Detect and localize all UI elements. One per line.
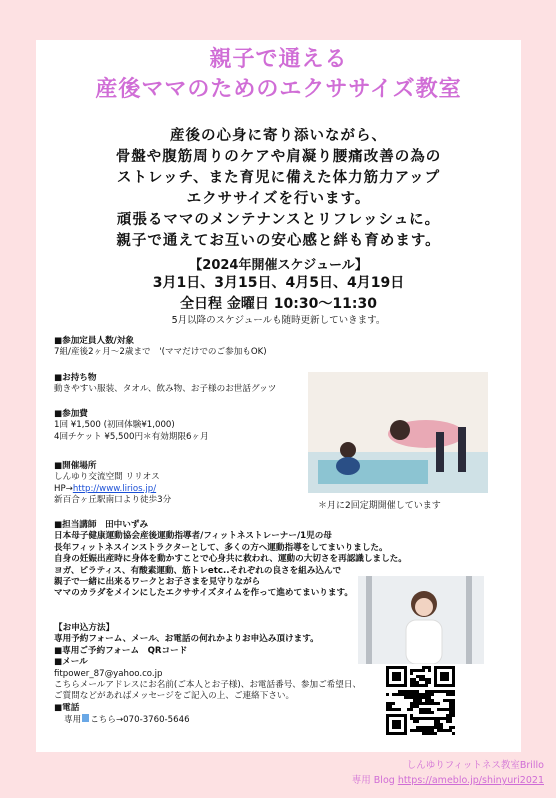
intro-text: 産後の心身に寄り添いながら、 骨盤や腹筋周りのケアや肩凝り腰痛改善の為の ストレッチ、また育児に備えた体力筋力アップ エクササイズを行います。 頑張るママのメンテナンスとリフレッシュに。 親子で通えてお互いの安心感と絆も育めます。 <box>115 128 442 249</box>
photo-caption: ＊月に2回定期開催しています <box>318 501 441 511</box>
venue-section: ■開催場所 しんゆり交流空間 リリオス HP→http://www.lirios.jp/ 新百合ヶ丘駅南口より徒歩3分 <box>54 461 172 506</box>
qr-code[interactable] <box>386 666 455 735</box>
blog-link[interactable]: https://ameblo.jp/shinyuri2021 <box>397 775 544 786</box>
email-address[interactable]: fitpower_87@yahoo.co.jp <box>54 668 163 679</box>
instructor-photo <box>358 576 484 664</box>
schedule-note: 5月以降のスケジュールも随時更新していきます。 <box>171 315 386 326</box>
venue-link[interactable]: http://www.lirios.jp/ <box>72 483 157 494</box>
footer-blog: 専用 Blog https://ameblo.jp/shinyuri2021 <box>351 775 544 786</box>
class-photo <box>308 372 488 493</box>
apply-section: 【お申込方法】 専用予約フォーム、メール、お電話の何れかよりお申込み頂けます。 ■専用ご予約フォーム QRコード ■メール fitpower_87@yahoo.co.jp こちらメールアドレスにお名前(ご本人とお子様)、お電話番号、参加ご希望日、 ご質問などがあればメッセージをご記入の上、ご連絡下さい。 ■電話 専用 こちら→070-3760-5646 <box>54 623 362 726</box>
footer-name: しんゆりフィットネス教室Brillo <box>406 760 544 771</box>
title-line-1: 親子で通える <box>209 47 348 72</box>
capacity-section: ■参加定員人数/対象 7組/産後2ヶ月〜2歳まで '(ママだけでのご参加もOK) <box>54 336 267 358</box>
title-line-2: 産後ママのためのエクササイズ教室 <box>95 77 462 102</box>
schedule-time: 全日程 金曜日 10:30〜11:30 <box>180 296 377 312</box>
phone-icon <box>82 714 89 722</box>
phone-number[interactable]: こちら→070-3760-5646 <box>90 715 190 726</box>
instructor-section: ■担当講師 田中いずみ 日本母子健康運動協会産後運動指導者/フィットネストレーナー/1児の母 長年フィットネスインストラクターとして、多くの方へ運動指導をしてまいりました。 自身の妊娠出産時に身体を動かすことで心身共に救われ、運動の大切さを再認識しました。 ヨガ、ピラティス、有酸素運動、筋トレetc..それぞれの良さを組み込んで 親子で一緒に出来るワークとお子さまを見守りながら ママのカラダをメインにしたエクササイズタイムを作って進めてまいります。 <box>54 520 407 599</box>
schedule-heading: 【2024年開催スケジュール】 <box>189 258 368 273</box>
schedule-dates: 3月1日、3月15日、4月5日、4月19日 <box>152 275 405 291</box>
belongings-section: ■お持ち物 動きやすい服装、タオル、飲み物、お子様のお世話グッツ <box>54 373 277 395</box>
fee-section: ■参加費 1回 ¥1,500 (初回体験¥1,000) 4回チケット ¥5,500円＊有効期限6ヶ月 <box>54 409 209 442</box>
flyer <box>36 40 521 752</box>
